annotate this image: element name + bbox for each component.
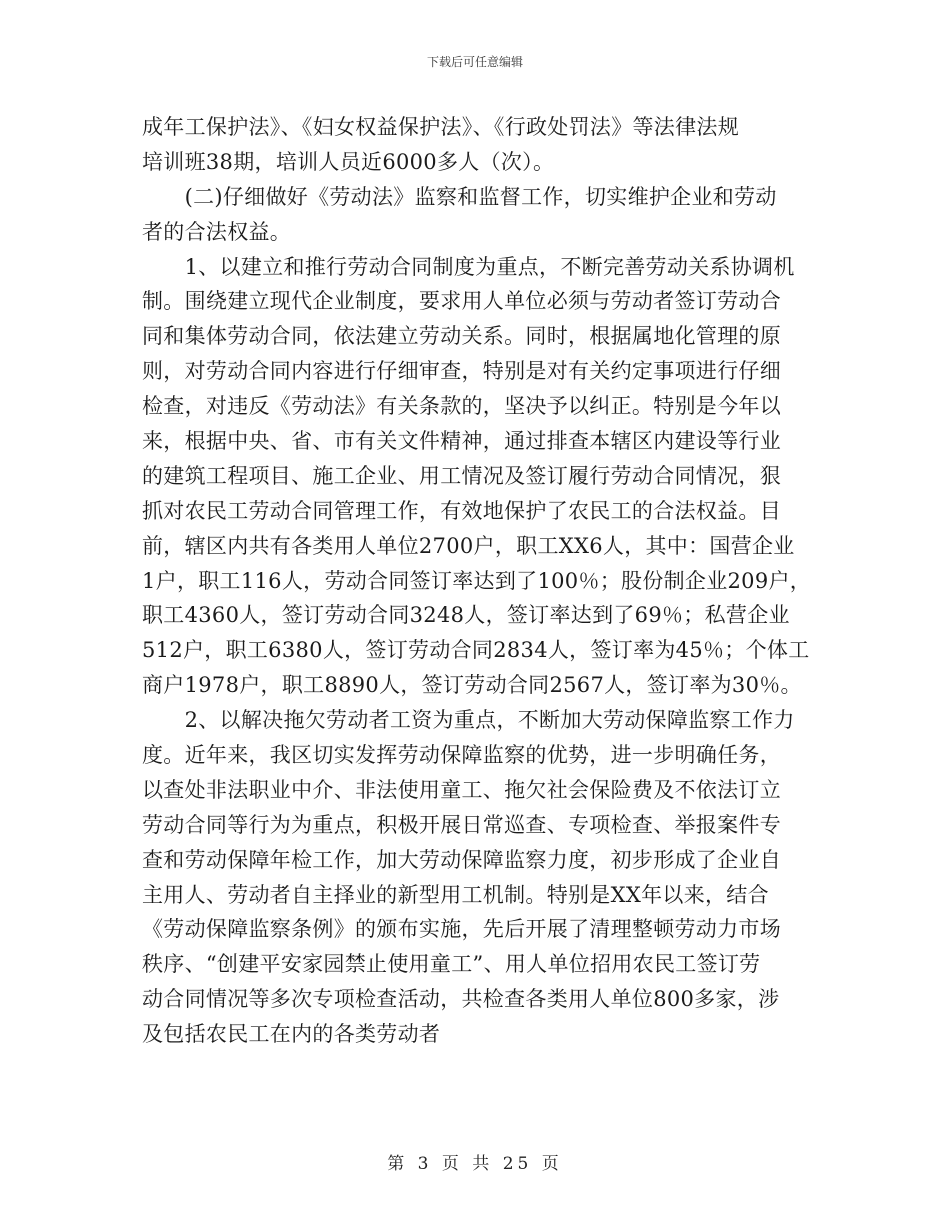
paragraph bbox=[142, 110, 812, 180]
text-line: 的建筑工程项目、施工企业、用工情况及签订履行劳动合同情况，狠 bbox=[142, 463, 781, 488]
text-line: 来，根据中央、省、市有关文件精神，通过排查本辖区内建设等行业 bbox=[142, 429, 781, 454]
text-line: 制。围绕建立现代企业制度，要求用人单位必须与劳动者签订劳动合 bbox=[142, 289, 781, 314]
text-line: 512户，职工6380人，签订劳动合同2834人，签订率为45％；个体工 bbox=[142, 638, 810, 663]
text-line: 秩序、“创建平安家园禁止使用童工”、用人单位招用农民工签订劳 bbox=[142, 952, 761, 977]
text-line: 培训班38期，培训人员近6000多人（次）。 bbox=[142, 149, 555, 174]
text-line: 劳动合同等行为为重点，积极开展日常巡查、专项检查、举报案件专 bbox=[142, 812, 781, 837]
text-line: 1户，职工116人，劳动合同签订率达到了100％；股份制企业209户， bbox=[142, 568, 812, 593]
text-line: 主用人、劳动者自主择业的新型用工机制。特别是XX年以来，结合 bbox=[142, 882, 769, 907]
text-line: 查和劳动保障年检工作，加大劳动保障监察力度，初步形成了企业自 bbox=[142, 847, 781, 872]
text-line: 及包括农民工在内的各类劳动者 bbox=[142, 1022, 441, 1047]
text-line: 度。近年来，我区切实发挥劳动保障监察的优势，进一步明确任务， bbox=[142, 743, 781, 768]
text-line: 以查处非法职业中介、非法使用童工、拖欠社会保险费及不依法订立 bbox=[142, 777, 781, 802]
paragraph bbox=[142, 250, 812, 704]
text-line: 者的合法权益。 bbox=[142, 219, 292, 244]
page-number: 第 3 页 共 25 页 bbox=[387, 1154, 563, 1174]
text-line: 同和集体劳动合同，依法建立劳动关系。同时，根据属地化管理的原 bbox=[142, 324, 781, 349]
text-line: (二)仔细做好《劳动法》监察和监督工作，切实维护企业和劳动 bbox=[142, 184, 777, 209]
text-line: 职工4360人，签订劳动合同3248人，签订率达到了69％；私营企业 bbox=[142, 603, 790, 628]
paragraph bbox=[142, 703, 812, 1052]
text-line: 商户1978户，职工8890人，签订劳动合同2567人，签订率为30％。 bbox=[142, 673, 802, 698]
text-line: 《劳动保障监察条例》的颁布实施，先后开展了清理整顿劳动力市场 bbox=[142, 917, 781, 942]
text-line: 2、以解决拖欠劳动者工资为重点，不断加大劳动保障监察工作力 bbox=[142, 708, 795, 733]
text-line: 动合同情况等多次专项检查活动，共检查各类用人单位800多家，涉 bbox=[142, 987, 780, 1012]
text-line: 前，辖区内共有各类用人单位2700户，职工XX6人，其中：国营企业 bbox=[142, 533, 795, 558]
text-line: 抓对农民工劳动合同管理工作，有效地保护了农民工的合法权益。目 bbox=[142, 498, 781, 523]
page-header: 下载后可任意编辑 bbox=[426, 55, 523, 69]
text-line: 则，对劳动合同内容进行仔细审查，特别是对有关约定事项进行仔细 bbox=[142, 359, 781, 384]
text-line: 1、以建立和推行劳动合同制度为重点，不断完善劳动关系协调机 bbox=[142, 254, 795, 279]
document-body bbox=[142, 110, 812, 1052]
paragraph bbox=[142, 180, 812, 250]
text-line: 检查，对违反《劳动法》有关条款的，坚决予以纠正。特别是今年以 bbox=[142, 394, 781, 419]
text-line: 成年工保护法》、《妇女权益保护法》、《行政处罚法》等法律法规 bbox=[142, 115, 739, 139]
